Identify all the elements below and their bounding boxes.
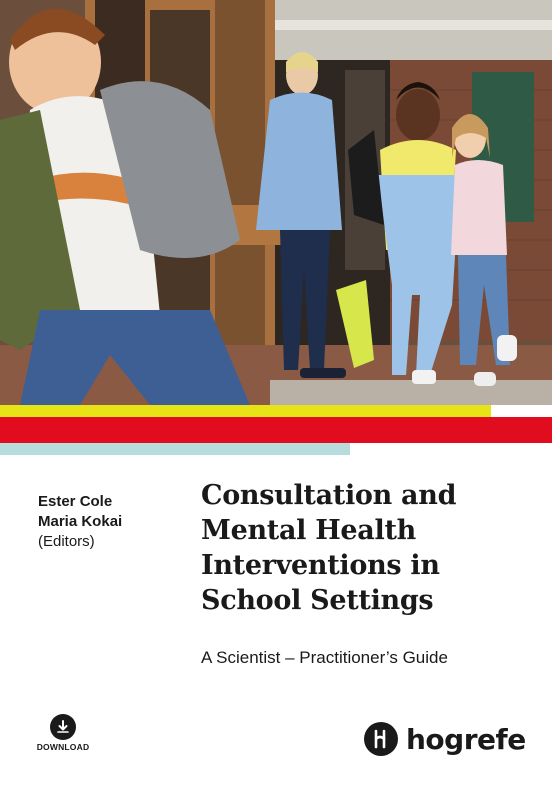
title-line: Interventions in [201,550,440,581]
download-label: DOWNLOAD [36,742,90,752]
download-badge[interactable] [36,714,90,752]
download-icon [50,714,76,740]
editor-name: Ester Cole [38,493,113,510]
editors-role: (Editors) [38,533,95,550]
book-title [201,478,531,618]
title-line: Mental Health [201,515,416,546]
editor-name: Maria Kokai [38,513,123,530]
title-line: Consultation and [201,480,457,511]
hogrefe-logo-icon [364,722,398,756]
editors-block [38,492,178,552]
yellow-stripe [0,405,491,417]
publisher-name: hogrefe [406,722,526,756]
teal-stripe [0,443,350,455]
red-stripe [0,417,552,443]
publisher-logo [364,720,526,758]
title-line: School Settings [201,585,434,616]
book-subtitle: A Scientist – Practitioner’s Guide [201,648,448,667]
